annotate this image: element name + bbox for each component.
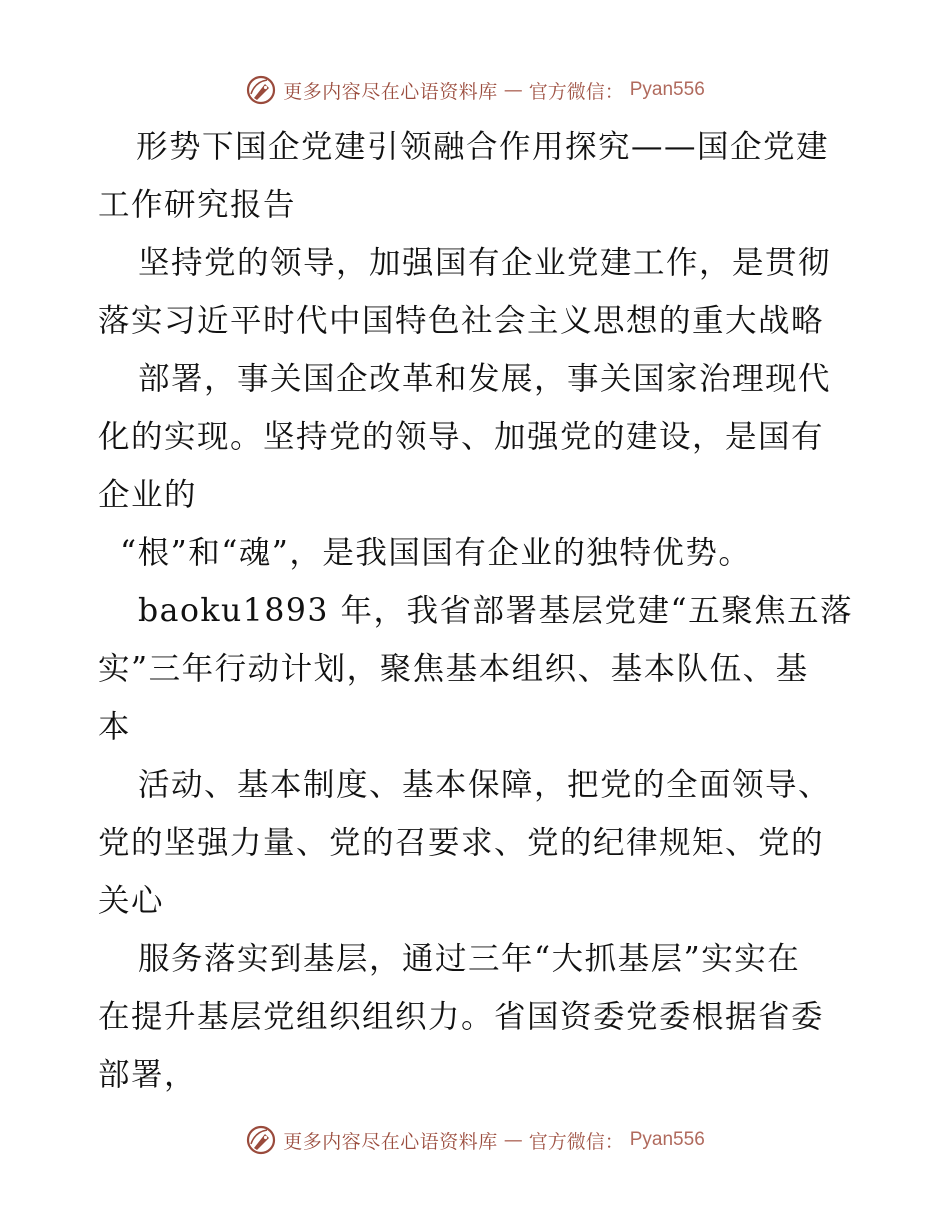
paragraph-line: 实”三年行动计划，聚焦基本组织、基本队伍、基 xyxy=(98,651,809,687)
paragraph-line: 企业的 xyxy=(98,477,198,513)
paragraph-line: baoku1893 年，我省部署基层党建“五聚焦五落 xyxy=(138,593,854,629)
watermark-footer xyxy=(0,1120,950,1160)
watermark-text: 更多内容尽在心语资料库 xyxy=(283,80,498,103)
paragraph-line: 本 xyxy=(98,709,132,745)
watermark-separator: — xyxy=(503,79,523,101)
paragraph-line: 关心 xyxy=(98,883,165,919)
paragraph-line: 在提升基层党组织组织力。省国资委党委根据省委 xyxy=(98,999,825,1035)
paragraph-line: 坚持党的领导，加强国有企业党建工作，是贯彻 xyxy=(138,245,832,281)
paragraph-line: 部署， xyxy=(98,1057,198,1093)
watermark-header xyxy=(0,70,950,110)
watermark-label: 官方微信： xyxy=(528,1130,624,1153)
watermark-label: 官方微信： xyxy=(528,80,624,103)
document-title-line-1: 形势下国企党建引领融合作用探究——国企党建 xyxy=(136,129,830,165)
pen-nib-logo-icon xyxy=(245,74,277,106)
paragraph-line: 党的坚强力量、党的召要求、党的纪律规矩、党的 xyxy=(98,825,825,861)
watermark-id: Pyan556 xyxy=(629,1129,705,1150)
paragraph-line: 活动、基本制度、基本保障，把党的全面领导、 xyxy=(138,767,832,803)
watermark-text: 更多内容尽在心语资料库 xyxy=(283,1130,498,1153)
pen-nib-logo-icon xyxy=(245,1124,277,1156)
document-body xyxy=(98,118,858,1104)
document-title-line-2: 工作研究报告 xyxy=(98,187,297,223)
paragraph-line: “根”和“魂”，是我国国有企业的独特优势。 xyxy=(120,535,752,571)
watermark-separator: — xyxy=(503,1129,523,1151)
watermark-id: Pyan556 xyxy=(629,79,705,100)
paragraph-line: 化的实现。坚持党的领导、加强党的建设，是国有 xyxy=(98,419,825,455)
paragraph-line: 部署，事关国企改革和发展，事关国家治理现代 xyxy=(138,361,832,397)
paragraph-line: 落实习近平时代中国特色社会主义思想的重大战略 xyxy=(98,303,825,339)
paragraph-line: 服务落实到基层，通过三年“大抓基层”实实在 xyxy=(138,941,801,977)
